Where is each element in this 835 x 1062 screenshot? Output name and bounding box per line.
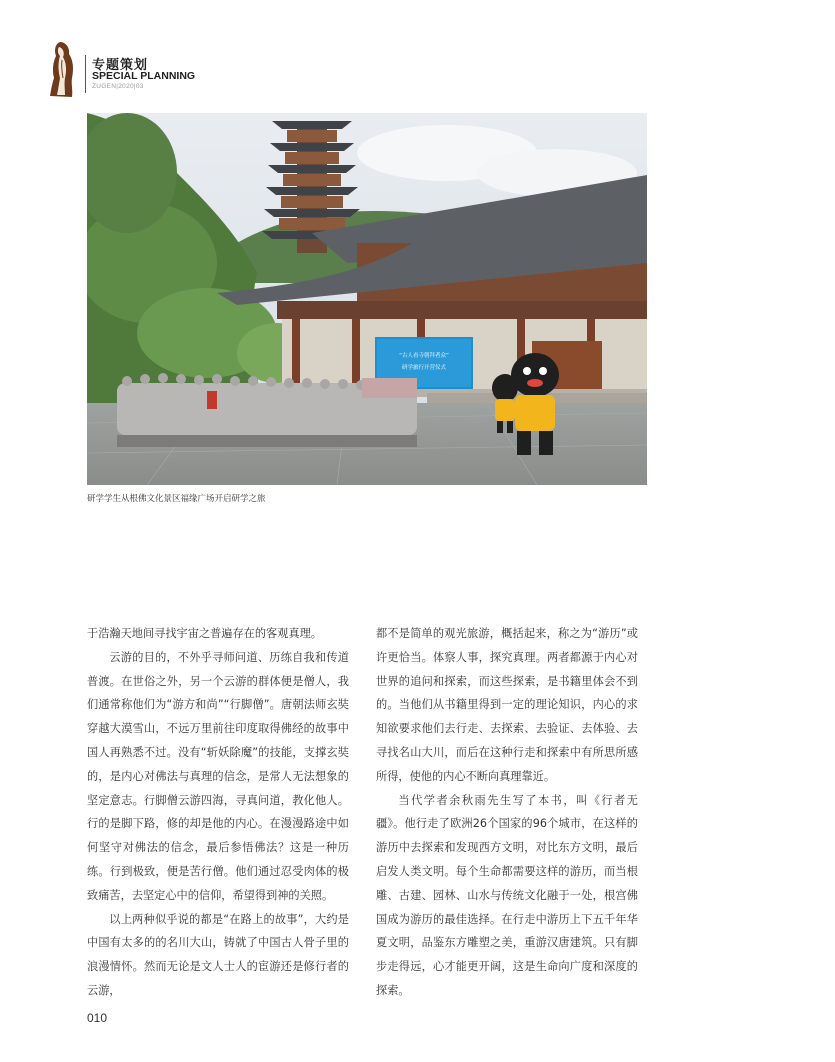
paragraph: 云游的目的，不外乎寻师问道、历练自我和传道普渡。在世俗之外，另一个云游的群体便是僧人，我们通常称他们为“游方和尚”“行脚僧”。唐朝法师玄奘穿越大漠雪山，不远万里前往印度取得佛经的故事中国人再熟悉不过。没有“斩妖除魔”的技能，支撑玄奘的，是内心对佛法与真理的信念，是常人无法想象的坚定意志。行脚僧云游四海，寻真问道，教化他人。行的是脚下路，修的却是他的内心。在漫漫路途中如何坚守对佛法的信念，最后参悟佛法？这是一种历练。行到极致，便是苦行僧。他们通过忍受肉体的极致痛苦，去坚定心中的信仰，希望得到神的关照。 [87, 650, 349, 902]
banner-text-2: 研学旅行开营仪式 [401, 365, 447, 371]
article-column-left [87, 622, 349, 1003]
student-crowd [117, 373, 417, 447]
article-photo [87, 113, 647, 485]
photo-caption: 研学学生从根佛文化景区福缘广场开启研学之旅 [87, 494, 266, 504]
section-title-cn: 专题策划 [92, 58, 149, 73]
paragraph: 当代学者余秋雨先生写了本书，叫《行者无疆》。他行走了欧洲26个国家的96个城市，在这样的游历中去探索和发现西方文明，对比东方文明，最后启发人类文明。每个生命都需要这样的游历，而当根雕、古建、园林、山水与传统文化融于一处，根宫佛国成为游历的最佳选择。在行走中游历上下五千年华夏文明，品鉴东方雕塑之美，重游汉唐建筑。只有脚步走得远，心才能更开阔，这是生命向广度和深度的探索。 [376, 793, 638, 997]
issue-label: ZUGEN|2020|03 [92, 83, 144, 90]
header-divider [85, 55, 86, 93]
section-title-en: SPECIAL PLANNING [92, 70, 196, 82]
paragraph: 以上两种似乎说的都是“在路上的故事”，大约是中国有太多的的名川大山，铸就了中国古人骨子里的浪漫情怀。然而无论是文人士人的宦游还是修行者的云游， [87, 912, 349, 997]
paragraph: 都不是简单的观光旅游，概括起来，称之为“游历”或许更恰当。体察人事，探究真理。两者都源于内心对世界的追问和探索，而这些探索，是书籍里体会不到的。当他们从书籍里得到一定的理论知识，内心的求知欲要求他们去行走、去探索、去验证、去体验、去寻找名山大川，而后在这种行走和探索中有所思所感所得，使他的内心不断向真理靠近。 [376, 627, 638, 783]
article-column-right [376, 622, 638, 1003]
paragraph: 于浩瀚天地间寻找宇宙之普遍存在的客观真理。 [87, 627, 322, 640]
page-number: 010 [87, 1011, 108, 1025]
banner-text-1: “古人看寺朝拜者众” [399, 353, 449, 359]
root-sculpture-logo-icon [48, 40, 76, 100]
